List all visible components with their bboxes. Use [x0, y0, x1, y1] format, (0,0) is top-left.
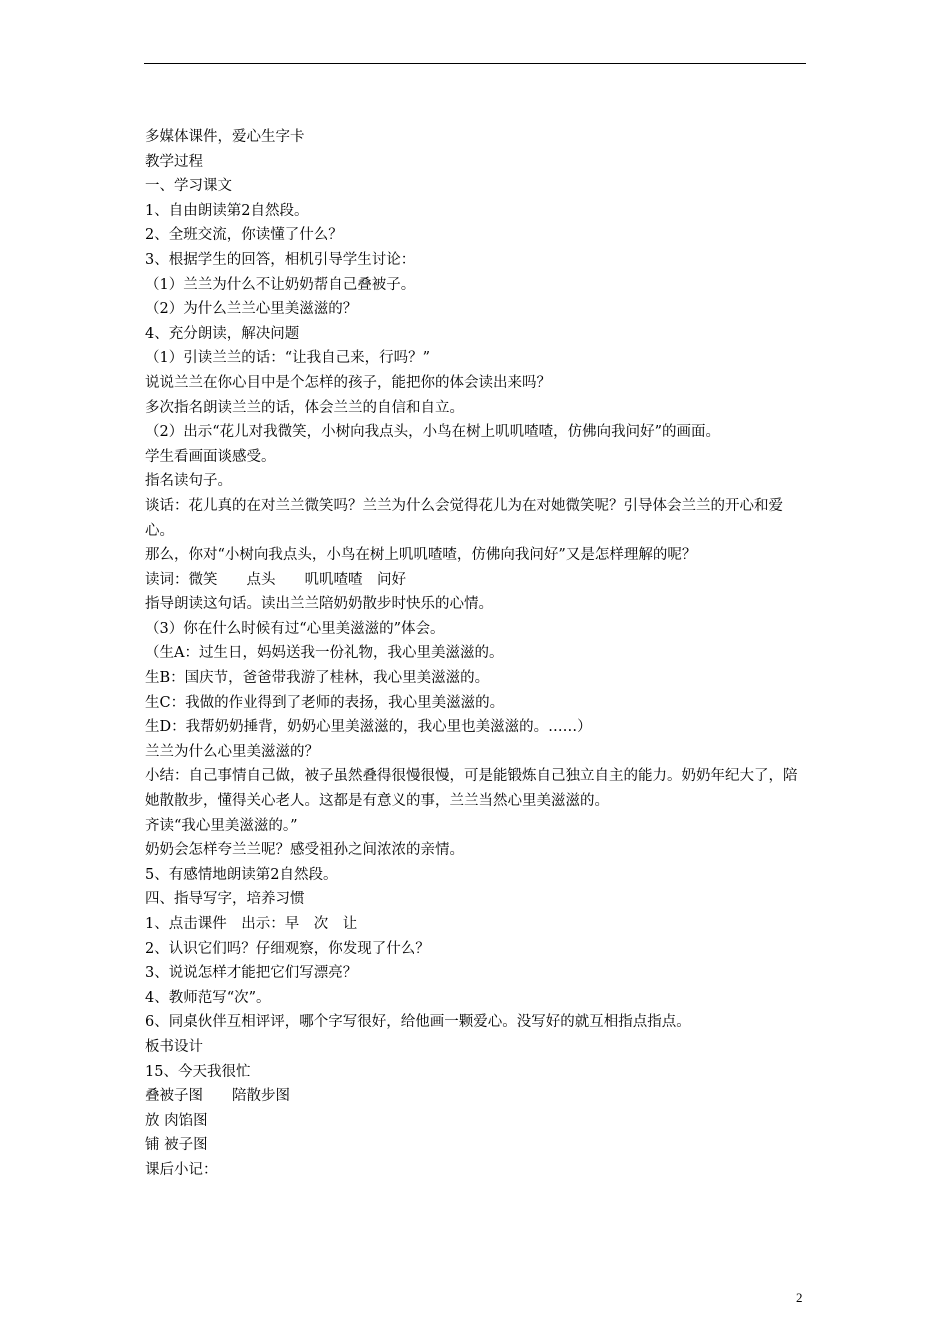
- text-line: 1、自由朗读第2自然段。: [145, 202, 309, 219]
- text-line: 15、今天我很忙: [145, 1063, 251, 1080]
- text-line: 3、根据学生的回答，相机引导学生讨论：: [145, 251, 416, 268]
- document-body: [145, 125, 810, 1183]
- text-line: 生D：我帮奶奶捶背，奶奶心里美滋滋的，我心里也美滋滋的。……）: [145, 719, 592, 736]
- text-line: （2）为什么兰兰心里美滋滋的？: [145, 301, 358, 318]
- text-line: （1）兰兰为什么不让奶奶帮自己叠被子。: [145, 276, 416, 293]
- text-line: 课后小记：: [145, 1161, 218, 1178]
- section-heading: 一、学习课文: [145, 178, 232, 195]
- section-heading: 四、指导写字，培养习惯: [145, 891, 305, 908]
- text-line: （2）出示“花儿对我微笑，小树向我点头，小鸟在树上叽叽喳喳，仿佛向我问好”的画面。: [145, 424, 721, 441]
- text-paragraph: 小结：自己事情自己做，被子虽然叠得很慢很慢，可是能锻炼自己独立自主的能力。奶奶年纪大了，陪她散散步，懂得关心老人。这都是有意义的事，兰兰当然心里美滋滋的。: [145, 768, 798, 810]
- text-line: 学生看画面谈感受。: [145, 448, 276, 465]
- text-line: （3）你在什么时候有过“心里美滋滋的”体会。: [145, 620, 445, 637]
- text-line: 多媒体课件，爱心生字卡: [145, 129, 305, 145]
- text-line: 生C：我做的作业得到了老师的表扬，我心里美滋滋的。: [145, 694, 505, 711]
- text-line: 5、有感情地朗读第2自然段。: [145, 866, 338, 883]
- text-line: 4、充分朗读，解决问题: [145, 325, 300, 342]
- text-line: 1、点击课件 出示：早 次 让: [145, 916, 358, 932]
- text-line: （1）引读兰兰的话：“让我自己来，行吗？”: [145, 350, 431, 367]
- text-line: （生A：过生日，妈妈送我一份礼物，我心里美滋滋的。: [145, 645, 504, 662]
- text-line: 叠被子图 陪散步图: [145, 1088, 290, 1105]
- text-line: 读词：微笑 点头 叽叽喳喳 问好: [145, 571, 406, 588]
- page-number: 2: [796, 1290, 803, 1305]
- text-line: 生B：国庆节，爸爸带我游了桂林，我心里美滋滋的。: [145, 670, 490, 687]
- text-line: 2、全班交流，你读懂了什么？: [145, 227, 343, 244]
- text-line: 4、教师范写“次”。: [145, 989, 271, 1006]
- text-line: 3、说说怎样才能把它们写漂亮？: [145, 965, 358, 982]
- text-line: 铺 被子图: [145, 1137, 208, 1154]
- header-rule: [144, 63, 806, 64]
- text-line: 齐读“我心里美滋滋的。”: [145, 817, 298, 834]
- text-line: 指名读句子。: [145, 473, 232, 490]
- text-paragraph: 谈话：花儿真的在对兰兰微笑吗？兰兰为什么会觉得花儿为在对她微笑呢？引导体会兰兰的开心和爱心。: [145, 497, 783, 539]
- text-line: 奶奶会怎样夸兰兰呢？感受祖孙之间浓浓的亲情。: [145, 842, 464, 859]
- text-line: 说说兰兰在你心目中是个怎样的孩子，能把你的体会读出来吗？: [145, 374, 551, 391]
- text-line: 多次指名朗读兰兰的话，体会兰兰的自信和自立。: [145, 399, 464, 416]
- section-heading: 教学过程: [145, 153, 203, 170]
- text-line: 放 肉馅图: [145, 1112, 208, 1129]
- text-line: 指导朗读这句话。读出兰兰陪奶奶散步时快乐的心情。: [145, 596, 493, 613]
- text-line: 6、同桌伙伴互相评评，哪个字写很好，给他画一颗爱心。没写好的就互相指点指点。: [145, 1014, 691, 1031]
- text-line: 兰兰为什么心里美滋滋的？: [145, 743, 319, 760]
- text-line: 那么，你对“小树向我点头，小鸟在树上叽叽喳喳，仿佛向我问好”又是怎样理解的呢？: [145, 547, 697, 564]
- text-line: 2、认识它们吗？仔细观察，你发现了什么？: [145, 940, 430, 957]
- section-heading: 板书设计: [145, 1038, 203, 1055]
